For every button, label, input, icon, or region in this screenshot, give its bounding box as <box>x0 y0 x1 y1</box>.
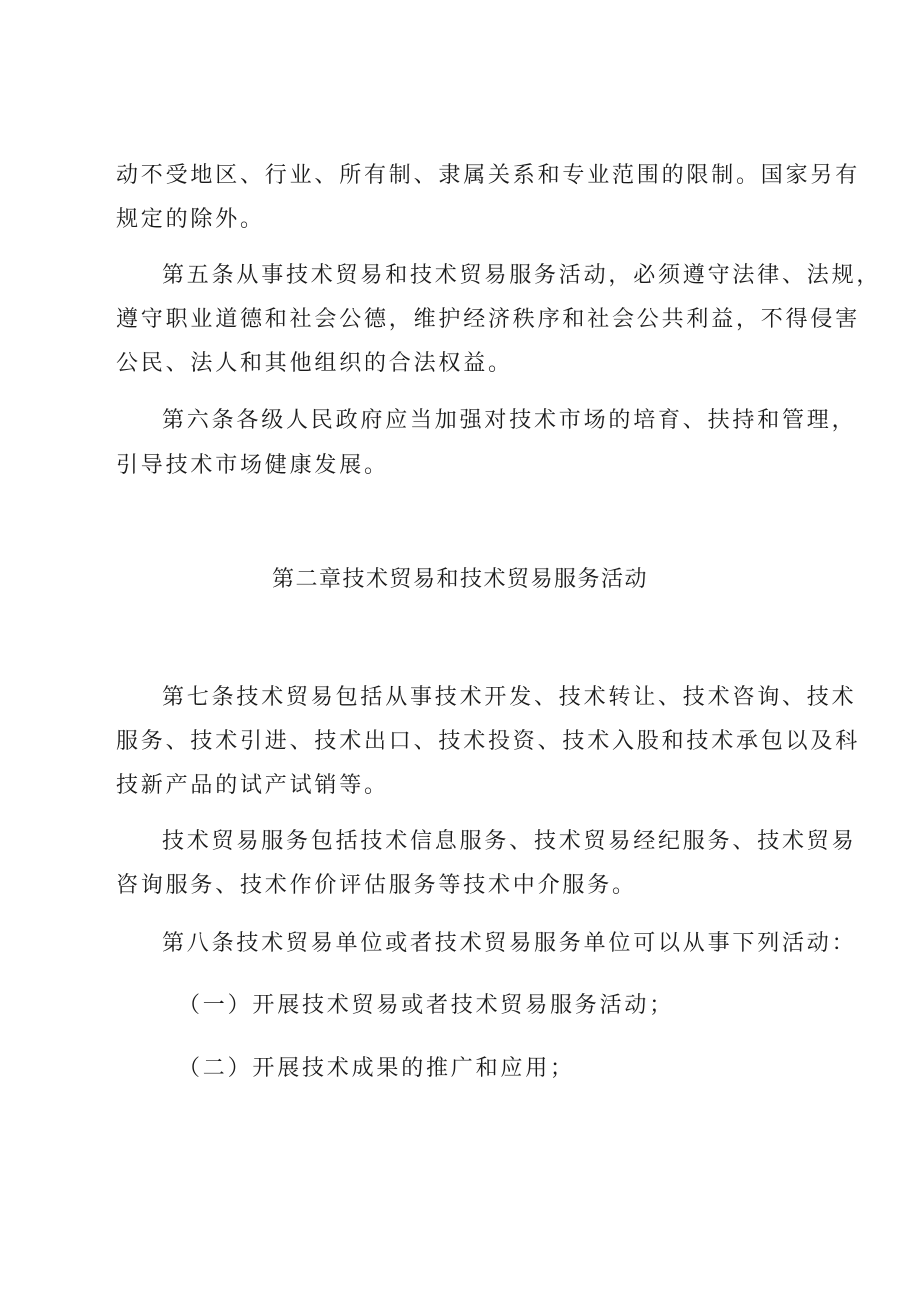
article-7-line-1: 第七条技术贸易包括从事技术开发、技术转让、技术咨询、技术 <box>162 685 857 710</box>
article-7-line-3: 技新产品的试产试销等。 <box>116 773 389 798</box>
article-5-line-1: 第五条从事技术贸易和技术贸易服务活动，必须遵守法律、法规， <box>162 263 882 288</box>
chapter-2-heading: 第二章技术贸易和技术贸易服务活动 <box>271 567 648 592</box>
article-7-line-2: 服务、技术引进、技术出口、技术投资、技术入股和技术承包以及科 <box>116 729 861 754</box>
article-8-item-1: （一）开展技术贸易或者技术贸易服务活动； <box>178 993 675 1018</box>
article-4-continuation-line-1: 动不受地区、行业、所有制、隶属关系和专业范围的限制。国家另有 <box>116 163 861 188</box>
article-5-line-2: 遵守职业道德和社会公德，维护经济秩序和社会公共利益，不得侵害 <box>116 307 861 332</box>
article-4-continuation-line-2: 规定的除外。 <box>116 207 265 232</box>
article-8-line-1: 第八条技术贸易单位或者技术贸易服务单位可以从事下列活动： <box>162 931 857 956</box>
article-6-line-1: 第六条各级人民政府应当加强对技术市场的培育、扶持和管理， <box>162 408 857 433</box>
article-7-para-2-line-2: 咨询服务、技术作价评估服务等技术中介服务。 <box>116 873 637 898</box>
article-5-line-3: 公民、法人和其他组织的合法权益。 <box>116 351 513 376</box>
article-8-item-2: （二）开展技术成果的推广和应用； <box>178 1056 575 1081</box>
article-6-line-2: 引导技术市场健康发展。 <box>116 453 389 478</box>
article-7-para-2-line-1: 技术贸易服务包括技术信息服务、技术贸易经纪服务、技术贸易 <box>162 829 857 854</box>
